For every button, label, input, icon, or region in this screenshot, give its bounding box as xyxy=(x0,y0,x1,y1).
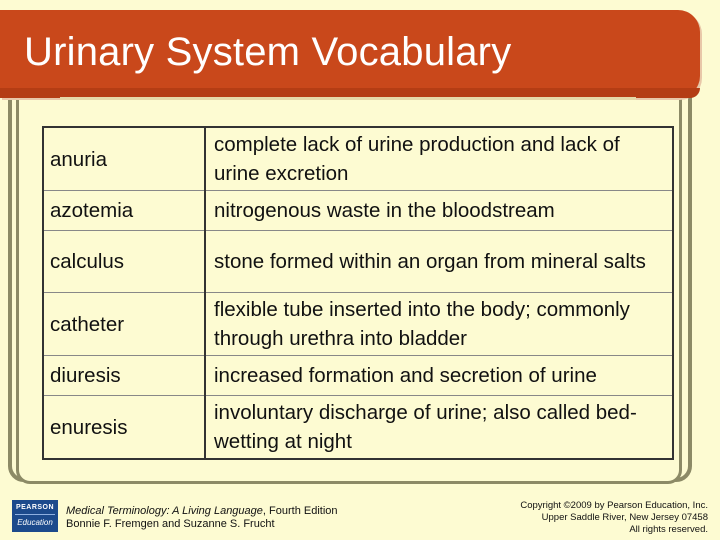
table-row xyxy=(43,191,673,231)
copyright-notice xyxy=(468,500,708,536)
term-cell: enuresis xyxy=(43,396,205,460)
definition-cell: nitrogenous waste in the bloodstream xyxy=(205,191,673,231)
definition-cell: increased formation and secretion of urine xyxy=(205,356,673,396)
slide-title: Urinary System Vocabulary xyxy=(24,30,512,74)
vocabulary-table xyxy=(42,126,674,460)
book-title-line xyxy=(66,505,338,518)
definition-cell: flexible tube inserted into the body; commonly through urethra into bladder xyxy=(205,293,673,356)
table-row xyxy=(43,396,673,460)
pearson-logo xyxy=(12,500,58,532)
book-authors: Bonnie F. Fremgen and Suzanne S. Frucht xyxy=(66,518,275,530)
book-credit xyxy=(66,505,338,531)
definition-cell: complete lack of urine production and lack of urine excretion xyxy=(205,127,673,191)
table-row xyxy=(43,293,673,356)
book-edition: , Fourth Edition xyxy=(262,505,338,517)
copyright-line-3: All rights reserved. xyxy=(629,524,708,535)
table-row xyxy=(43,231,673,293)
term-cell: calculus xyxy=(43,231,205,293)
copyright-line-1: Copyright ©2009 by Pearson Education, Inc. xyxy=(520,500,708,511)
table-row xyxy=(43,127,673,191)
logo-divider xyxy=(15,514,55,515)
definition-cell: involuntary discharge of urine; also called bed-wetting at night xyxy=(205,396,673,460)
term-cell: diuresis xyxy=(43,356,205,396)
term-cell: catheter xyxy=(43,293,205,356)
copyright-line-2: Upper Saddle River, New Jersey 07458 xyxy=(541,512,708,523)
book-title: Medical Terminology: A Living Language xyxy=(66,505,263,517)
logo-bottom-text: Education xyxy=(17,518,53,527)
logo-top-text: PEARSON xyxy=(15,504,55,511)
definition-cell: stone formed within an organ from mineral salts xyxy=(205,231,673,293)
term-cell: azotemia xyxy=(43,191,205,231)
table-row xyxy=(43,356,673,396)
title-underline xyxy=(60,97,636,100)
term-cell: anuria xyxy=(43,127,205,191)
